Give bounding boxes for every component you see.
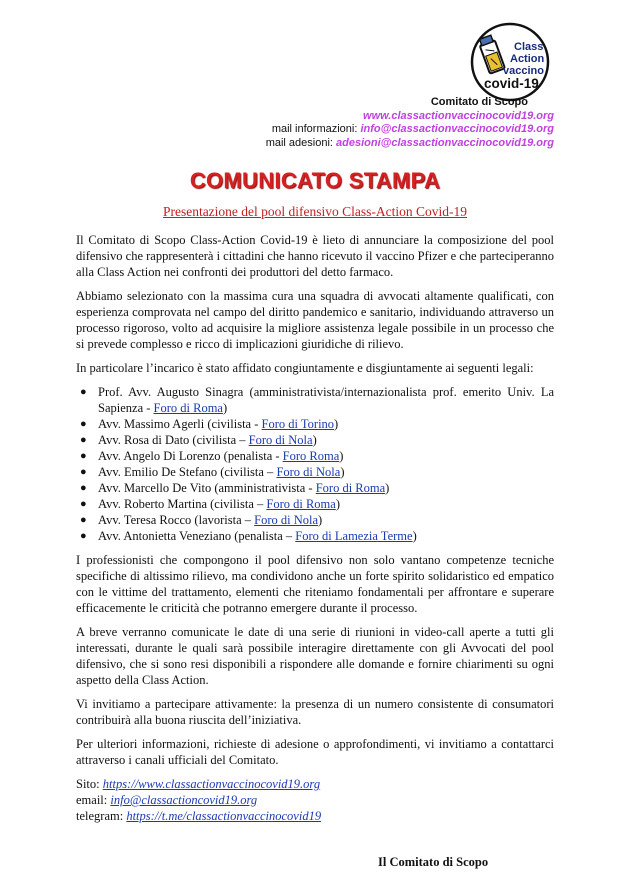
lawyer-end: )	[335, 497, 340, 511]
site-label: Sito:	[76, 777, 103, 791]
class-action-logo	[470, 22, 550, 102]
lawyer-name: Avv. Roberto Martina (civilista –	[98, 497, 267, 511]
vaccine-vial-icon	[470, 22, 550, 102]
website-link[interactable]: www.classactionvaccinocovid19.org	[363, 109, 554, 122]
lawyer-end: )	[339, 449, 344, 463]
bullet-icon: ●	[80, 498, 87, 510]
page-subtitle: Presentazione del pool difensivo Class-Action Covid-19	[162, 204, 468, 219]
lawyer-item	[76, 432, 554, 448]
info-mail-link[interactable]: info@classactionvaccinocovid19.org	[360, 123, 554, 135]
bullet-icon: ●	[80, 418, 87, 430]
paragraph-meetings: A breve verranno comunicate le date di una serie di riunioni in video-call aperte a tutti gli interessati, durante le quali sarà possibile interagire direttamente con gli Avvocati del pool difensivo, che si sono resi disponibili a rispondere alle domande e fornire chiarimenti su ogni aspetto della Class Action.	[76, 625, 554, 687]
lawyer-end: )	[412, 529, 417, 543]
paragraph-professionals: I professionisti che compongono il pool difensivo non solo vantano competenze tecniche specifiche di altissimo rilievo, ma condividono anche un forte spirito solidaristico ed empatico con le vittime del trattamento, elementi che riteniamo fondamentali per affrontare e superare efficacemente le criticità che potranno emergere durante il processo.	[76, 553, 554, 615]
lawyer-name: Avv. Emilio De Stefano (civilista –	[98, 465, 277, 479]
bullet-icon: ●	[80, 466, 87, 478]
lawyer-item	[76, 480, 554, 496]
lawyer-end: )	[318, 513, 323, 527]
lawyer-item	[76, 464, 554, 480]
adesioni-mail-label: mail adesioni:	[265, 136, 333, 149]
bullet-icon: ●	[80, 450, 87, 462]
bullet-icon: ●	[80, 434, 87, 446]
logo-line2: Action	[510, 53, 545, 65]
organization-name: Comitato di Scopo	[430, 96, 528, 108]
telegram-link[interactable]: https://t.me/classactionvaccinocovid19	[126, 809, 322, 823]
lawyer-item	[76, 384, 554, 416]
lawyer-item	[76, 416, 554, 432]
lawyer-item	[76, 448, 554, 464]
foro-link[interactable]: Foro Roma	[282, 449, 340, 463]
foro-link[interactable]: Foro di Nola	[276, 465, 341, 479]
bullet-icon: ●	[80, 530, 87, 542]
bullet-icon: ●	[80, 514, 87, 526]
email-label: email:	[76, 793, 111, 807]
lawyer-end: )	[222, 401, 228, 415]
paragraph-invitation: Vi invitiamo a partecipare attivamente: la presenza di un numero consistente di consumatori contribuirà alla buona riuscita dell’iniziativa.	[76, 697, 554, 727]
lawyer-end: )	[340, 465, 345, 479]
contacts-block	[76, 776, 554, 824]
logo-line3: vaccino	[503, 65, 544, 77]
bullet-icon: ●	[80, 386, 87, 398]
paragraph-assignment: In particolare l’incarico è stato affidato congiuntamente e disgiuntamente ai seguenti legali:	[76, 361, 534, 375]
adesioni-mail-link[interactable]: adesioni@classactionvaccinocovid19.org	[336, 136, 554, 149]
email-link[interactable]: info@classactioncovid19.org	[110, 793, 258, 807]
foro-link[interactable]: Foro di Roma	[153, 401, 223, 415]
lawyer-name: Avv. Massimo Agerli (civilista -	[98, 417, 262, 431]
foro-link[interactable]: Foro di Torino	[261, 417, 335, 431]
lawyer-end: )	[312, 433, 317, 447]
document-body	[76, 232, 554, 824]
lawyer-name: Avv. Marcello De Vito (amministrativista -	[98, 481, 316, 495]
site-link[interactable]: https://www.classactionvaccinocovid19.org	[102, 777, 321, 791]
lawyer-item	[76, 512, 554, 528]
page-title: COMUNICATO STAMPA	[189, 168, 441, 193]
foro-link[interactable]: Foro di Nola	[248, 433, 313, 447]
logo-line4: covid-19	[484, 76, 539, 91]
telegram-label: telegram:	[76, 809, 127, 823]
lawyer-name: Avv. Antonietta Veneziano (penalista –	[98, 529, 296, 543]
foro-link[interactable]: Foro di Roma	[315, 481, 386, 495]
foro-link[interactable]: Foro di Nola	[254, 513, 319, 527]
foro-link[interactable]: Foro di Roma	[266, 497, 336, 511]
lawyer-name: Avv. Teresa Rocco (lavorista –	[98, 513, 255, 527]
lawyer-end: )	[385, 481, 390, 495]
foro-link[interactable]: Foro di Lamezia Terme	[295, 529, 413, 543]
header-contacts	[266, 96, 554, 150]
lawyer-item	[76, 528, 554, 544]
lawyer-name: Avv. Rosa di Dato (civilista –	[98, 433, 249, 447]
lawyer-name: Prof. Avv. Augusto Sinagra (amministrativista/internazionalista prof. emerito Univ. La Sapienza -	[98, 385, 554, 415]
signature: Il Comitato di Scopo	[378, 855, 489, 869]
lawyer-item	[76, 496, 554, 512]
logo-line1: Class	[514, 41, 544, 53]
info-mail-label: mail informazioni:	[271, 123, 358, 135]
lawyer-name: Avv. Angelo Di Lorenzo (penalista -	[98, 449, 283, 463]
paragraph-intro: Il Comitato di Scopo Class-Action Covid-19 è lieto di annunciare la composizione del pool difensivo che rappresenterà i cittadini che hanno ricevuto il vaccino Pfizer e che parteciperanno alla Class Action nei confronti dei produttori del detto farmaco.	[76, 233, 554, 279]
paragraph-info: Per ulteriori informazioni, richieste di adesione o approfondimenti, vi invitiamo a contattarci attraverso i canali ufficiali del Comitato.	[76, 737, 554, 767]
paragraph-selection: Abbiamo selezionato con la massima cura una squadra di avvocati altamente qualificati, con esperienza comprovata nel campo del diritto pandemico e sanitario, individuando attraverso un processo rigoroso, volto ad acquisire la migliore assistenza legale possibile in un processo che si prevede complesso e ricco di implicazioni giuridiche di rilievo.	[76, 289, 554, 351]
bullet-icon: ●	[80, 482, 87, 494]
lawyers-list	[76, 384, 554, 544]
lawyer-end: )	[334, 417, 339, 431]
